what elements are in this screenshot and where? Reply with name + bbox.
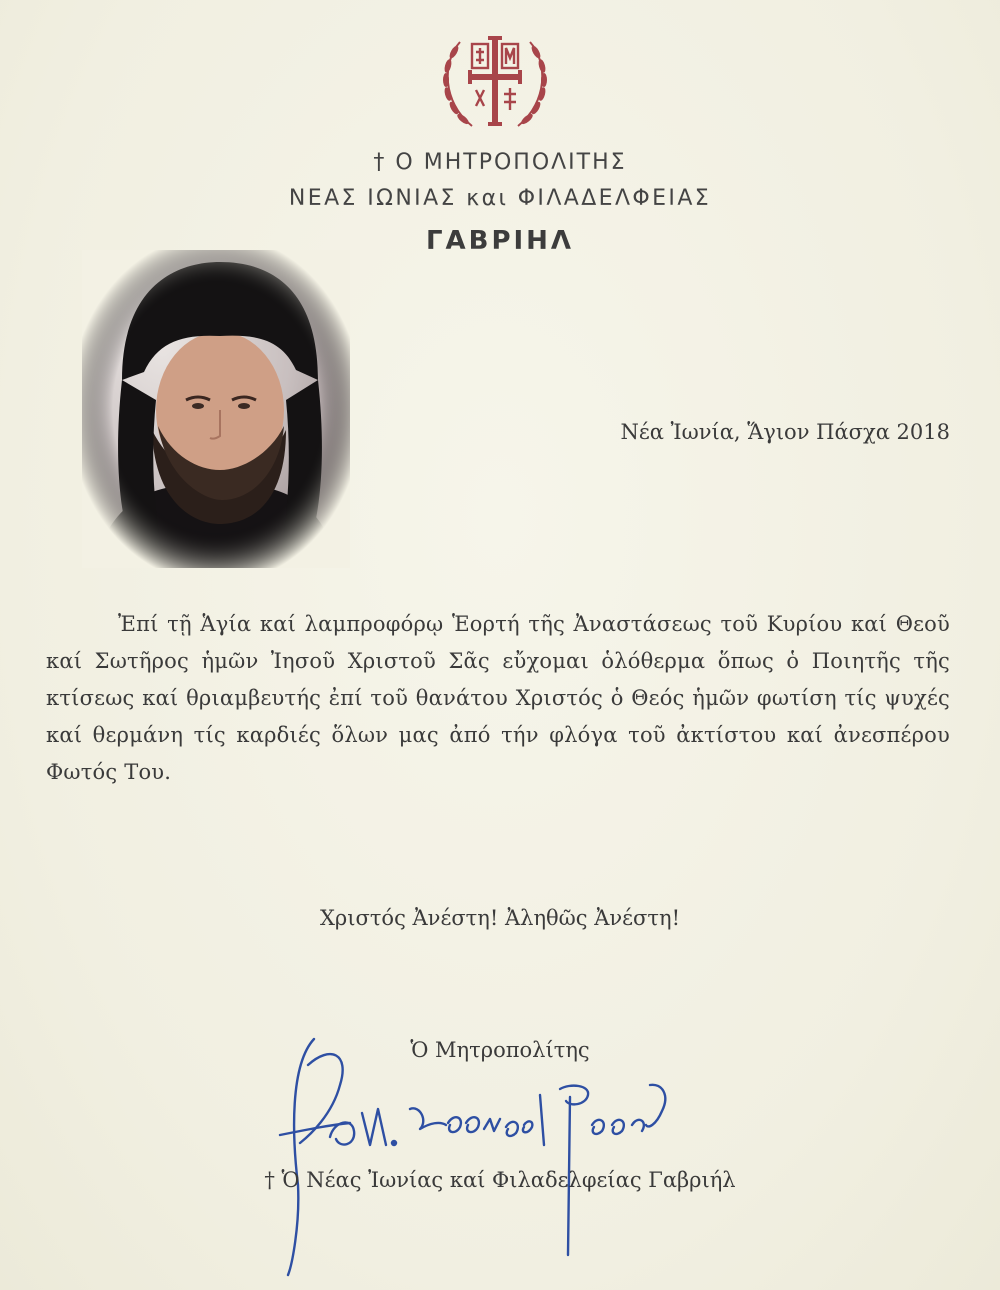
place-and-date: Νέα Ἰωνία, Ἅγιον Πάσχα 2018	[620, 420, 950, 444]
paschal-greeting: Χριστός Ἀνέστη! Ἀληθῶς Ἀνέστη!	[319, 906, 681, 930]
letterhead-title: † Ο ΜΗΤΡΟΠΟΛΙΤΗΣ	[373, 150, 627, 175]
signatory-name: † Ὁ Νέας Ἰωνίας καί Φιλαδελφείας Γαβριήλ	[264, 1168, 736, 1192]
signatory-role: Ὁ Μητροπολίτης	[410, 1038, 590, 1062]
cross-monogram-wreath-emblem	[432, 22, 558, 140]
letterhead-diocese: ΝΕΑΣ ΙΩΝΙΑΣ και ΦΙΛΑΔΕΛΦΕΙΑΣ	[288, 186, 712, 211]
letter-body: Ἐπί τῇ Ἁγία καί λαμπροφόρῳ Ἑορτή τῆς Ἀναστάσεως τοῦ Κυρίου καί Θεοῦ καί Σωτῆρος ἡμῶν Ἰησοῦ Χριστοῦ Σᾶς εὔχομαι ὁλόθερμα ὅπως ὁ Ποιητῆς τῆς κτίσεως καί θριαμβευτής ἐπί τοῦ θανάτου Χριστός ὁ Θεός ἡμῶν φωτίση τίς ψυχές καί θερμάνη τίς καρδιές ὅλων μας ἀπό τήν φλόγα τοῦ ἀκτίστου καί ἀνεσπέρου Φωτός Του.	[46, 612, 950, 784]
portrait-photo	[82, 250, 350, 568]
handwritten-signature	[270, 1025, 690, 1280]
letterhead-name: ΓΑΒΡΙΗΛ	[425, 226, 575, 256]
